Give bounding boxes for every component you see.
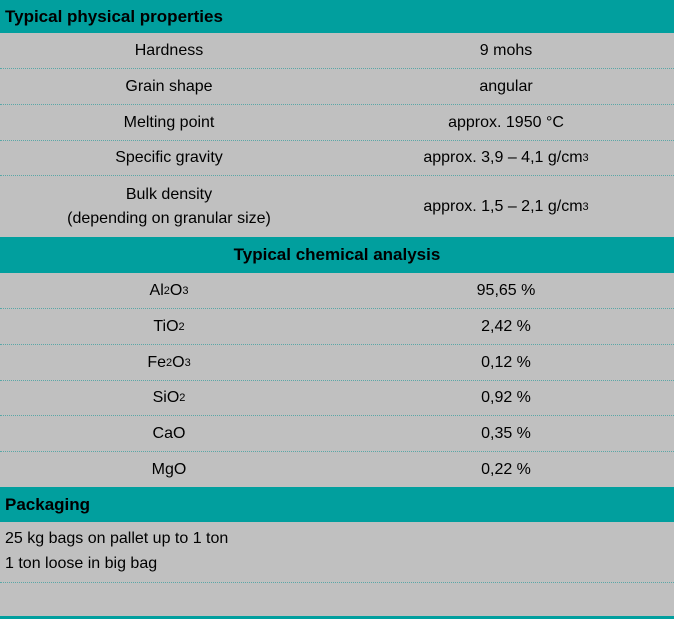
table-row	[0, 452, 674, 487]
compound-value: 0,22 %	[481, 460, 531, 478]
property-label: Melting point	[123, 113, 215, 131]
formula-part: O	[172, 353, 185, 371]
compound-value: 0,12 %	[481, 353, 531, 371]
physical-properties-title: Typical physical properties	[5, 6, 223, 26]
compound-value: 0,35 %	[481, 424, 531, 442]
table-row	[0, 309, 674, 345]
subscript: 2	[178, 320, 185, 333]
compound-label: CaO	[152, 424, 186, 442]
value-text: approx. 3,9 – 4,1 g/cm	[423, 149, 583, 166]
table-row	[0, 141, 674, 176]
packaging-header	[0, 487, 674, 522]
table-row	[0, 381, 674, 416]
table-row	[0, 69, 674, 105]
compound-value: 95,65 %	[476, 281, 536, 299]
label-line: (depending on granular size)	[67, 209, 271, 227]
compound-label: MgO	[151, 460, 187, 478]
property-label: Grain shape	[125, 77, 213, 95]
property-value	[338, 141, 674, 175]
formula-part: Al	[149, 281, 164, 299]
value-text: approx. 1,5 – 2,1 g/cm	[423, 197, 583, 215]
formula-part: TiO	[153, 317, 179, 335]
compound-value: 2,42 %	[481, 317, 531, 335]
table-row	[0, 345, 674, 381]
packaging-row	[0, 522, 674, 583]
subscript: 3	[182, 284, 189, 297]
subscript: 3	[184, 356, 191, 369]
property-value: angular	[479, 77, 533, 95]
formula-part: O	[169, 281, 183, 299]
subscript: 2	[163, 284, 170, 297]
property-value	[338, 176, 674, 237]
table-row	[0, 176, 674, 237]
table-row	[0, 273, 674, 309]
formula-part: Fe	[147, 353, 166, 371]
table-row	[0, 33, 674, 69]
compound-value: 0,92 %	[481, 389, 531, 406]
subscript: 2	[165, 356, 173, 369]
superscript: 3	[582, 152, 589, 164]
compound-label	[0, 273, 338, 308]
compound-label	[0, 309, 338, 344]
property-value: 9 mohs	[479, 41, 533, 59]
superscript: 3	[582, 200, 589, 213]
label-line: Bulk density	[125, 185, 213, 203]
chemical-analysis-title: Typical chemical analysis	[233, 245, 441, 264]
property-value: approx. 1950 °C	[448, 113, 564, 131]
subscript: 2	[179, 392, 186, 404]
property-label	[0, 176, 338, 237]
physical-properties-header	[0, 0, 674, 33]
property-label: Hardness	[134, 41, 204, 59]
property-label: Specific gravity	[115, 149, 223, 166]
formula-part: SiO	[152, 389, 180, 406]
packaging-line: 1 ton loose in big bag	[5, 555, 158, 572]
packaging-line: 25 kg bags on pallet up to 1 ton	[5, 530, 229, 547]
packaging-title: Packaging	[5, 494, 91, 514]
table-row	[0, 105, 674, 141]
compound-label	[0, 381, 338, 415]
compound-label	[0, 345, 338, 380]
chemical-analysis-header	[0, 237, 674, 273]
table-row	[0, 416, 674, 452]
